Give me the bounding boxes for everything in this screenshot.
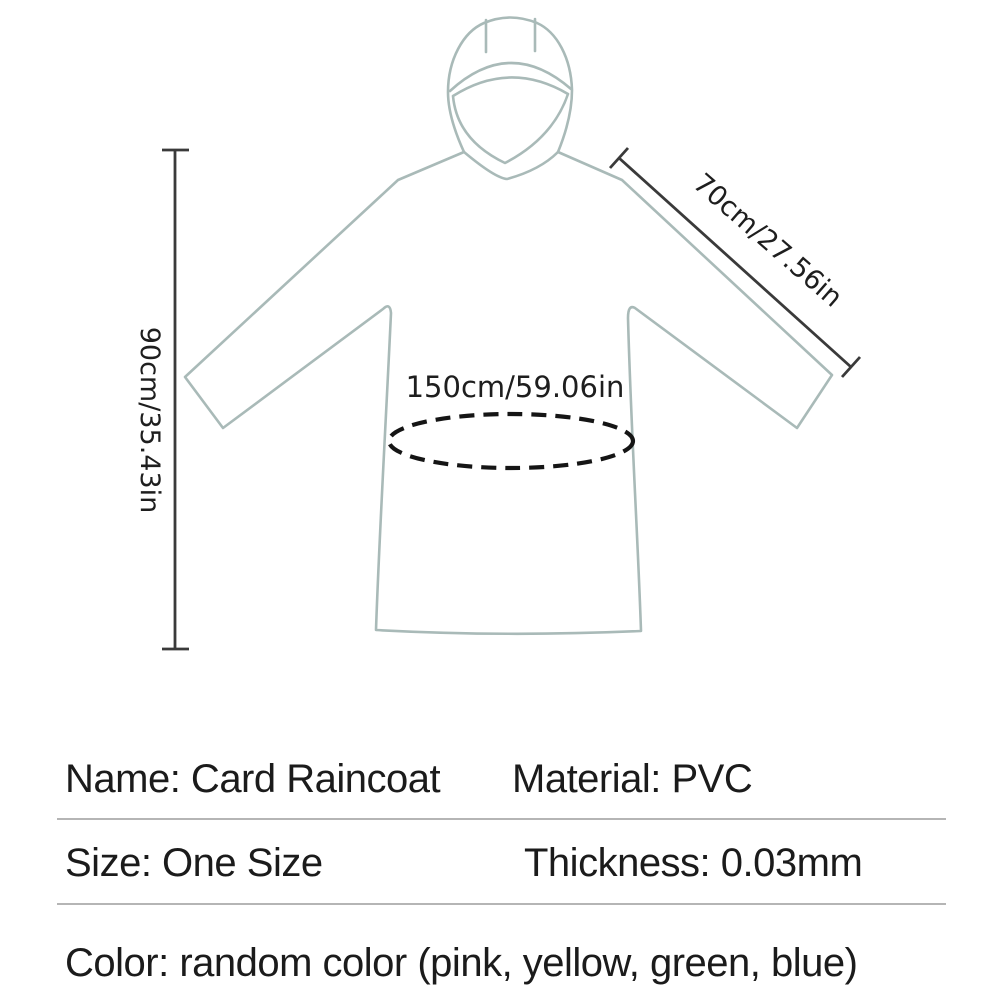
product-thickness-text: Thickness: 0.03mm [524,841,863,885]
product-material-text: Material: PVC [512,757,753,801]
height-dimension-label: 90cm/35.43in [134,326,165,514]
hood-face-opening [453,77,568,163]
height-dimension [134,150,189,649]
product-size-text: Size: One Size [65,841,323,885]
girth-dimension-label: 150cm/59.06in [405,370,625,404]
product-name-text: Name: Card Raincoat [65,757,441,801]
girth-dimension [389,370,633,468]
collar-line [464,152,558,179]
sleeve-dimension [610,148,860,377]
divider [57,818,946,820]
girth-dashed-ellipse [389,414,633,468]
divider [57,903,946,905]
sleeve-dimension-label: 70cm/27.56in [687,167,849,314]
product-color-text: Color: random color (pink, yellow, green, blue) [65,941,858,985]
